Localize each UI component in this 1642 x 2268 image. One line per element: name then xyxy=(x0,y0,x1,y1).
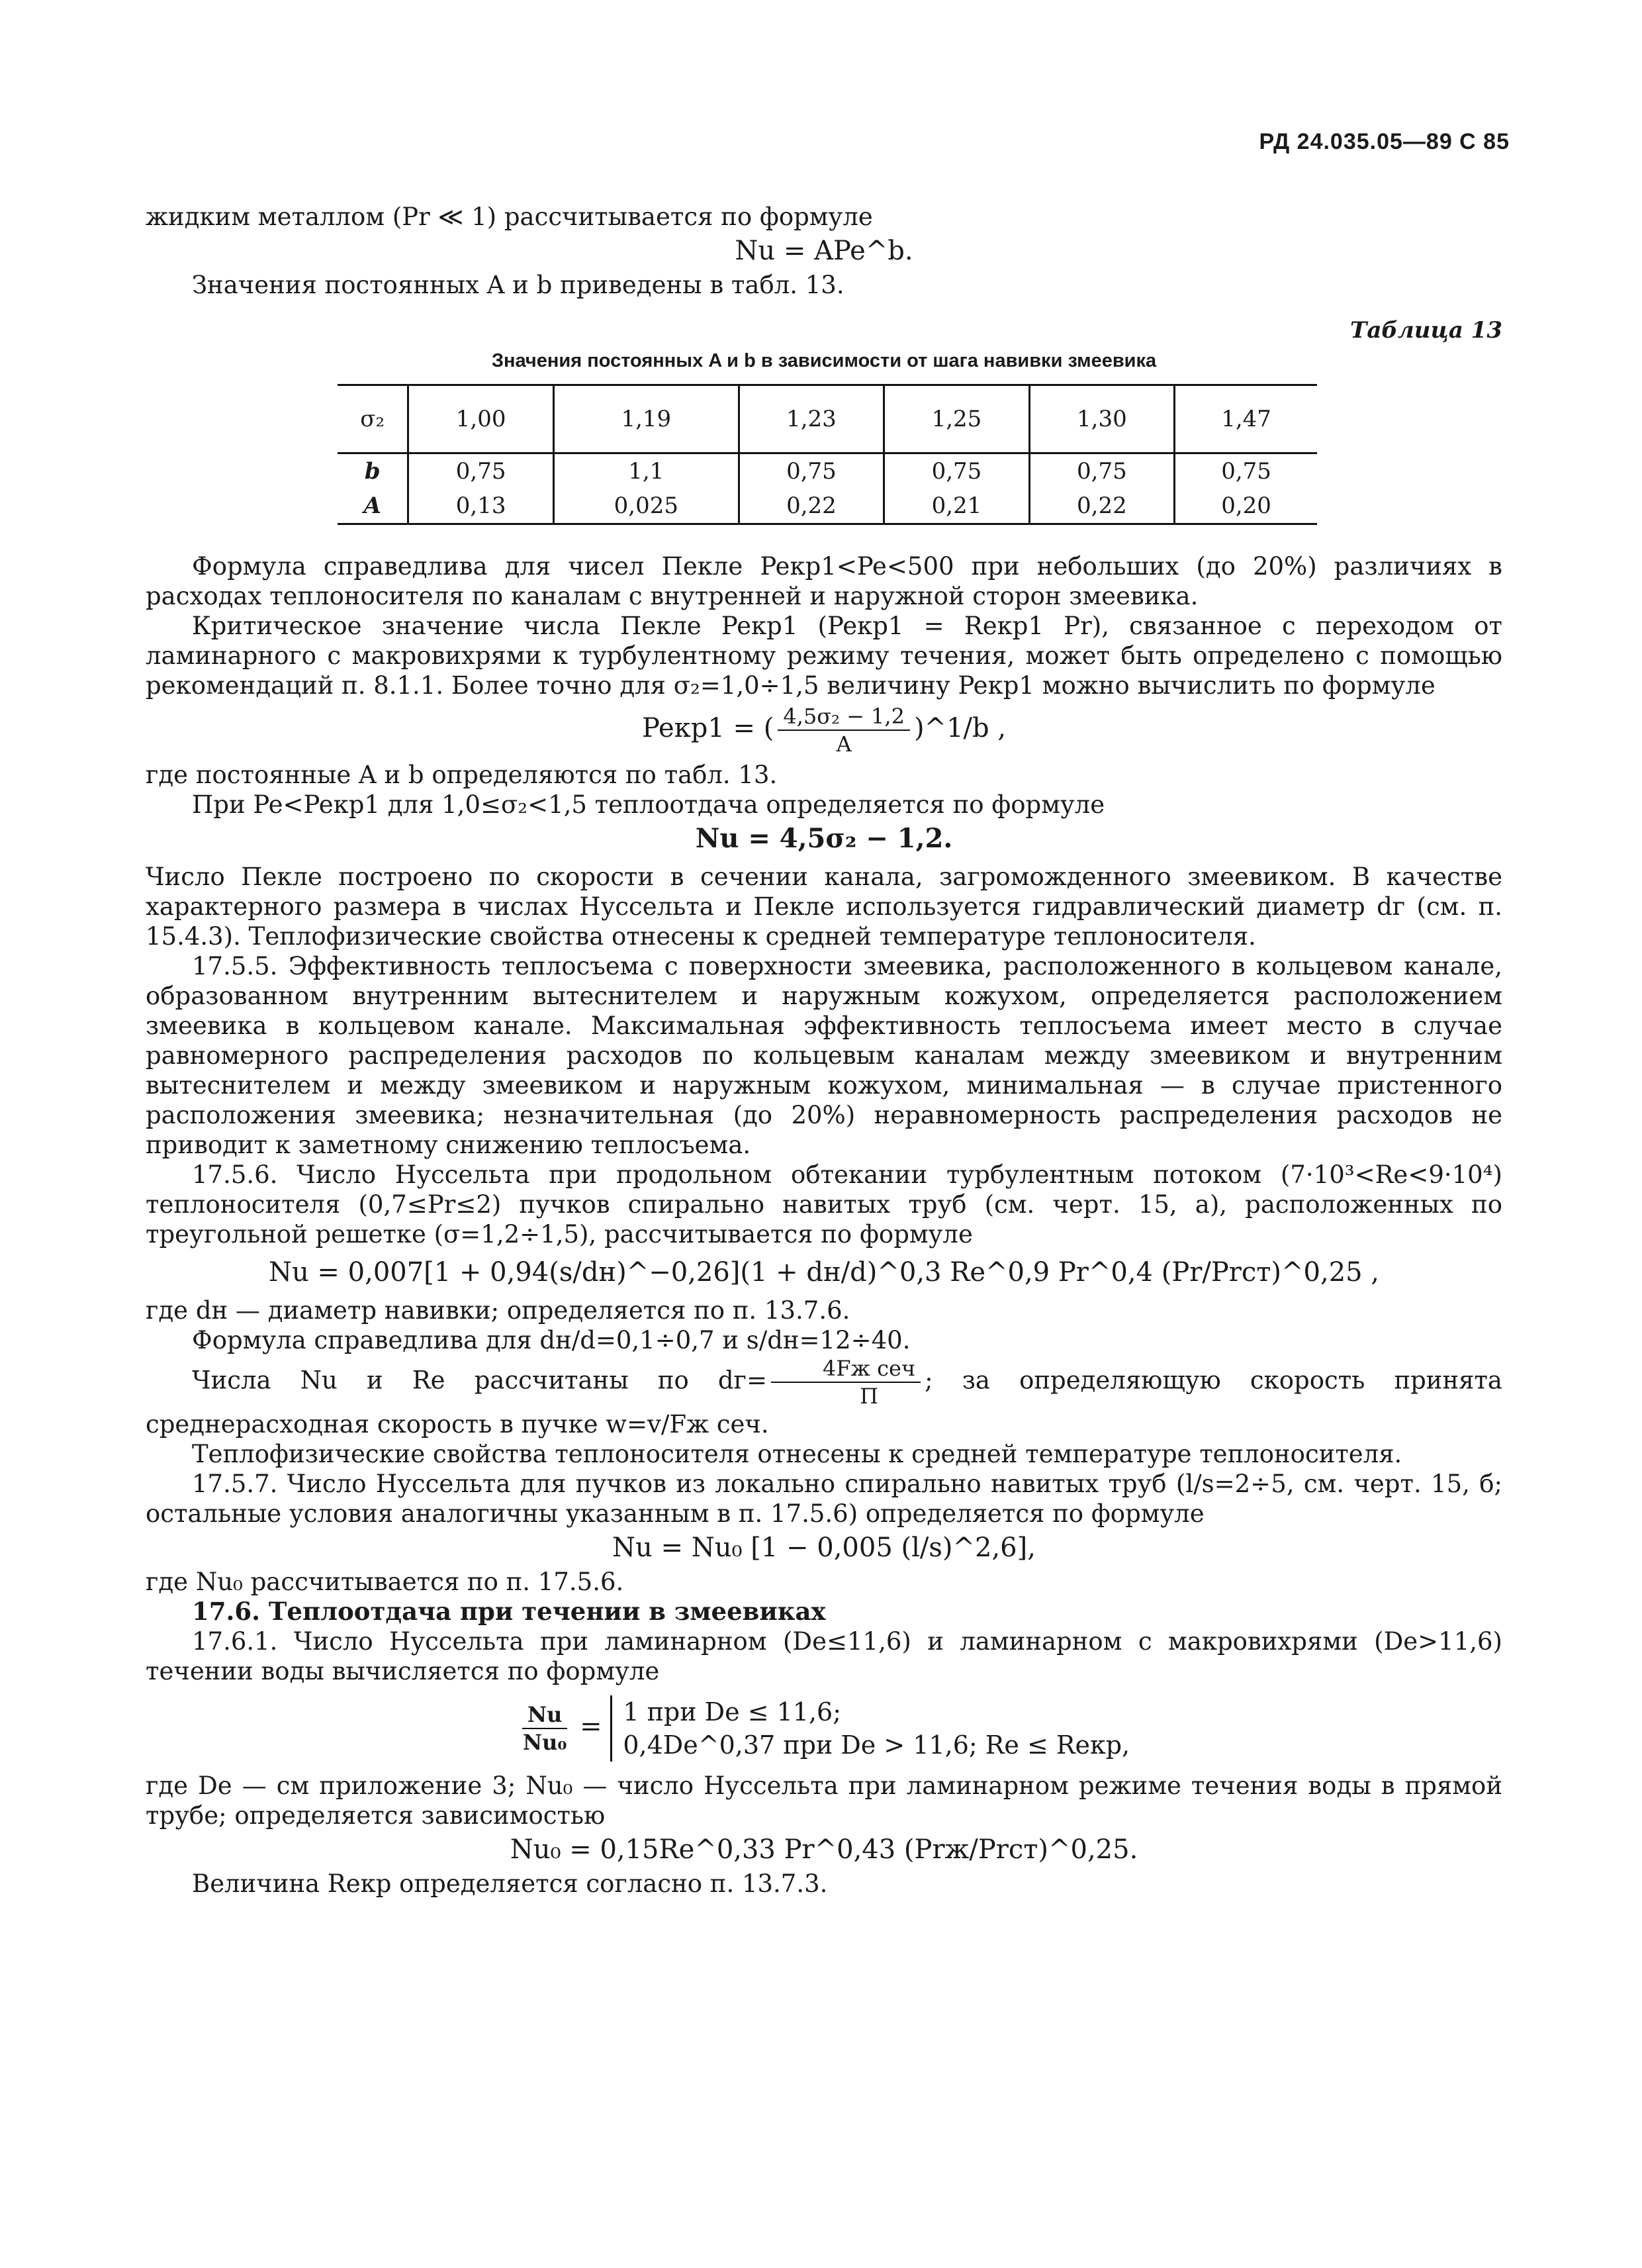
table-cell: 0,75 0,20 xyxy=(1175,453,1317,524)
constants-table xyxy=(338,384,1317,525)
table-cell: 1,19 xyxy=(553,385,739,453)
formula-nu-local: Nu = Nu₀ [1 − 0,005 (l/s)^2,6], xyxy=(612,1533,1036,1563)
table-cell: 0,75 0,22 xyxy=(1029,453,1174,524)
table-title: Значения постоянных A и b в зависимости от шага навивки змеевика xyxy=(491,350,1157,371)
table-cell: 1,30 xyxy=(1029,385,1174,453)
table-cell: 0,75 0,22 xyxy=(739,453,884,524)
table-cell: 1,47 xyxy=(1175,385,1317,453)
formula-nu-coil: $\frac{Nu}{\text{Nu₀}}$ = 1 при De ≤ 11,6; 0,4De^0,37 при De > 11,6; Re ≤ Reкр, xyxy=(146,1695,1502,1762)
paragraph-19: Величина Reкр определяется согласно п. 13.7.3. xyxy=(192,1869,828,1898)
paragraph-14: 17.5.7. Число Нуссельта для пучков из локально спирально навитых труб (l/s=2÷5, см. черт. 15, б; остальные условия аналогичны указанным в п. 17.5.6) определяется по формуле xyxy=(146,1470,1502,1528)
table-cell: σ₂ xyxy=(338,385,408,453)
paragraph-10: где dн — диаметр навивки; определяется по п. 13.7.6. xyxy=(146,1296,850,1325)
formula-nu0: Nu₀ = 0,15Re^0,33 Pr^0,43 (Prж/Prст)^0,25. xyxy=(510,1834,1138,1865)
table-cell: 1,1 0,025 xyxy=(553,453,739,524)
table-cell: 1,25 xyxy=(884,385,1029,453)
paragraph-18: где De — см приложение 3; Nu₀ — число Нуссельта при ламинарном режиме течения воды в прямой трубе; определяется зависимостью xyxy=(146,1772,1502,1830)
paragraph-13: Теплофизические свойства теплоносителя отнесены к средней температуре теплоносителя. xyxy=(192,1440,1402,1468)
table-cell: 1,00 xyxy=(408,385,553,453)
page-header: РД 24.035.05—89 С 85 xyxy=(1259,129,1510,154)
paragraph-4: Критическое значение числа Пекле Peкр1 (Peкр1 = Reкр1 Pr), связанное с переходом от ламинарного с макровихрями к турбулентному режиму течения, может быть определено с помощью рекомендаций п. 8.1.1. Более точно для σ₂=1,0÷1,5 величину Peкр1 можно вычислить по формуле xyxy=(146,612,1502,700)
paragraph-9: 17.5.6. Число Нуссельта при продольном обтекании турбулентным потоком (7·10³<Re<9·10⁴) теплоносителя (0,7≤Pr≤2) пучков спирально навитых труб (см. черт. 15, а), расположенных по треугольной решетке (σ=1,2÷1,5), рассчитывается по формуле xyxy=(146,1160,1502,1249)
paragraph-6: При Pe<Peкр1 для 1,0≤σ₂<1,5 теплоотдача определяется по формуле xyxy=(192,790,1105,819)
paragraph-1: жидким металлом (Pr ≪ 1) рассчитывается по формуле xyxy=(146,203,873,231)
table-cell: 0,75 0,13 xyxy=(408,453,553,524)
table-row xyxy=(338,453,1317,524)
paragraph-11: Формула справедлива для dн/d=0,1÷0,7 и s/dн=12÷40. xyxy=(192,1326,911,1354)
section-heading-17-6: 17.6. Теплоотдача при течении в змеевиках xyxy=(192,1597,826,1626)
formula-nu-turbulent: Nu = 0,007[1 + 0,94(s/dн)^−0,26](1 + dн/d)^0,3 Re^0,9 Pr^0,4 (Pr/Prст)^0,25 , xyxy=(268,1257,1380,1288)
paragraph-5: где постоянные A и b определяются по табл. 13. xyxy=(146,761,778,789)
table-cell: 0,75 0,21 xyxy=(884,453,1029,524)
table-cell: 1,23 xyxy=(739,385,884,453)
formula-pe-kr1: Peкр1 = ( $\frac{\text{4,5σ₂ − 1,2}}{A}$ )^1/b , xyxy=(641,704,1007,757)
paragraph-7: Число Пекле построено по скорости в сечении канала, загроможденного змеевиком. В качестве характерного размера в числах Нуссельта и Пекле используется гидравлический диаметр dг (см. п. 15.4.3). Теплофизические свойства отнесены к средней температуре теплоносителя. xyxy=(146,863,1502,951)
page-body xyxy=(146,126,1502,1899)
table-caption: Таблица 13 xyxy=(1350,317,1502,344)
paragraph-12: Числа Nu и Re рассчитаны по dг= $\frac{\text{4Fж сеч}}{П}$ ; за определяющую скорость принята среднерасходная скорость в пучке w=v/Fж сеч. xyxy=(146,1356,1502,1439)
paragraph-17: 17.6.1. Число Нуссельта при ламинарном (De≤11,6) и ламинарном с макровихрями (De>11,6) течении воды вычисляется по формуле xyxy=(146,1627,1502,1685)
table-cell: b A xyxy=(338,453,408,524)
formula-nu-ape: Nu = APe^b. xyxy=(735,236,913,266)
formula-nu-sigma: Nu = 4,5σ₂ − 1,2. xyxy=(695,823,953,854)
paragraph-2: Значения постоянных A и b приведены в табл. 13. xyxy=(192,271,844,299)
paragraph-15: где Nu₀ рассчитывается по п. 17.5.6. xyxy=(146,1568,624,1596)
paragraph-8: 17.5.5. Эффективность теплосъема с поверхности змеевика, расположенного в кольцевом канале, образованном внутренним вытеснителем и наружным кожухом, определяется расположением змеевика в кольцевом канале. Максимальная эффективность теплосъема имеет место в случае равномерного распределения расходов по кольцевым каналам между змеевиком и внутренним вытеснителем и между змеевиком и наружным кожухом, минимальная — в случае пристенного расположения змеевика; незначительная (до 20%) неравномерность распределения расходов не приводит к заметному снижению теплосъема. xyxy=(146,952,1502,1159)
table-header-row xyxy=(338,385,1317,453)
paragraph-3: Формула справедлива для чисел Пекле Peкр1<Pe<500 при небольших (до 20%) различиях в расходах теплоносителя по каналам с внутренней и наружной сторон змеевика. xyxy=(146,552,1502,610)
